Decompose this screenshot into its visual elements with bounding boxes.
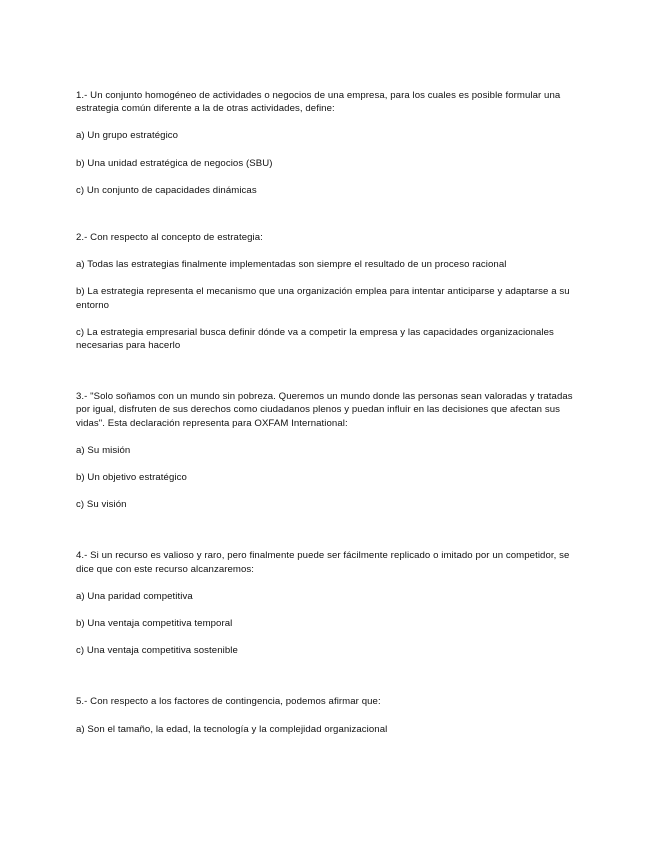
- question-5-stem: 5.- Con respecto a los factores de contingencia, podemos afirmar que:: [76, 696, 381, 708]
- question-2: [76, 231, 586, 352]
- question-5-option-a: a) Son el tamaño, la edad, la tecnología y la complejidad organizacional: [76, 723, 388, 735]
- question-3-option-a: a) Su misión: [76, 444, 131, 456]
- question-3-option-b: b) Un objetivo estratégico: [76, 472, 187, 484]
- question-4-option-b: b) Una ventaja competitiva temporal: [76, 618, 233, 630]
- question-2-option-a: a) Todas las estrategias finalmente implementadas son siempre el resultado de un proceso racional: [76, 259, 507, 271]
- question-3: [76, 390, 586, 511]
- question-2-option-b: b) La estrategia representa el mecanismo que una organización emplea para intentar anticiparse y adaptarse a su entorno: [76, 286, 570, 311]
- question-4: [76, 549, 586, 657]
- question-1: [76, 89, 586, 197]
- question-1-option-b: b) Una unidad estratégica de negocios (SBU): [76, 157, 273, 169]
- question-4-stem: 4.- Si un recurso es valioso y raro, pero finalmente puede ser fácilmente replicado o imitado por un competidor, se dice que con este recurso alcanzaremos:: [76, 550, 570, 575]
- question-2-option-c: c) La estrategia empresarial busca definir dónde va a competir la empresa y las capacidades organizacionales necesarias para hacerlo: [76, 326, 554, 352]
- question-1-option-a: a) Un grupo estratégico: [76, 130, 179, 142]
- question-1-option-c: c) Un conjunto de capacidades dinámicas: [76, 184, 257, 196]
- question-1-stem: 1.- Un conjunto homogéneo de actividades o negocios de una empresa, para los cuales es posible formular una estrategia común diferente a la de otras actividades, define:: [76, 90, 561, 115]
- question-4-option-a: a) Una paridad competitiva: [76, 590, 193, 602]
- question-5: [76, 695, 586, 735]
- question-list: [76, 89, 586, 750]
- question-3-stem: 3.- "Solo soñamos con un mundo sin pobreza. Queremos un mundo donde las personas sean valoradas y tratadas por igual, disfruten de sus derechos como ciudadanos plenos y puedan influir en las decisiones que afectan sus vidas". Esta declaración representa para OXFAM International:: [76, 391, 573, 429]
- question-2-stem: 2.- Con respecto al concepto de estrategia:: [76, 232, 263, 244]
- question-3-option-c: c) Su visión: [76, 499, 127, 511]
- question-4-option-c: c) Una ventaja competitiva sostenible: [76, 645, 238, 657]
